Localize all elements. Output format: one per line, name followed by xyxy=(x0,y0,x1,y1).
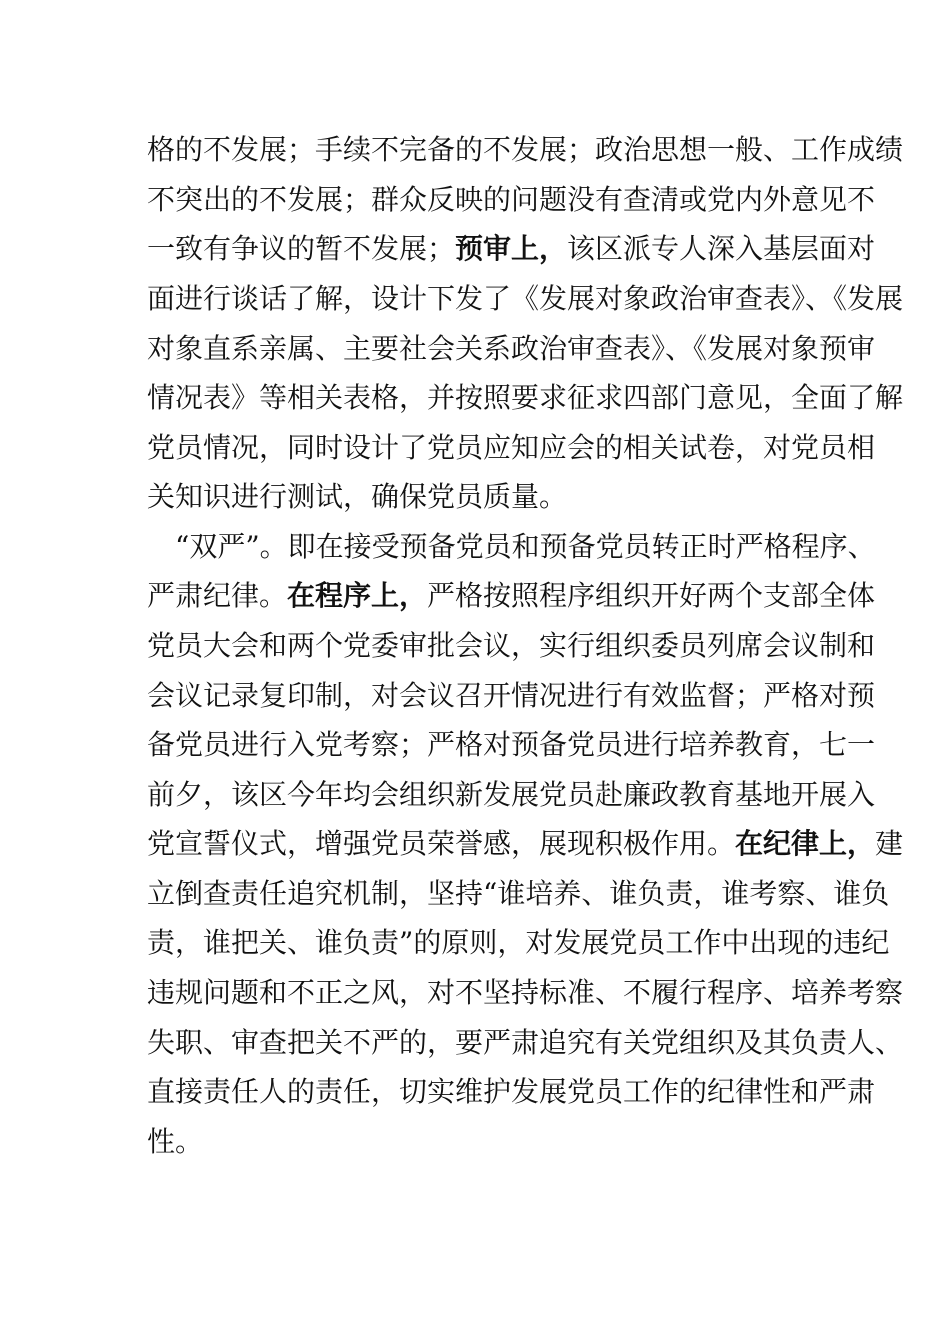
bold-heading-procedure: 在程序上， xyxy=(287,579,428,612)
paragraph-2-line-2-text-a: 严肃纪律。 xyxy=(147,579,288,612)
paragraph-2-line-10: 违规问题和不正之风，对不坚持标准、不履行程序、培养考察 xyxy=(147,976,904,1009)
paragraph-2-line-5: 备党员进行入党考察；严格对预备党员进行培养教育，七一 xyxy=(147,728,876,761)
paragraph-2-line-2 xyxy=(147,576,876,616)
paragraph-2-line-9: 责，谁把关、谁负责”的原则，对发展党员工作中出现的违纪 xyxy=(147,926,890,959)
paragraph-2-line-13: 性。 xyxy=(147,1125,204,1158)
paragraph-1-line-5: 对象直系亲属、主要社会关系政治审查表》、《发展对象预审 xyxy=(147,332,876,365)
paragraph-1-line-6: 情况表》等相关表格，并按照要求征求四部门意见，全面了解 xyxy=(147,381,904,414)
paragraph-2-line-11: 失职、审查把关不严的，要严肃追究有关党组织及其负责人、 xyxy=(147,1026,904,1059)
paragraph-1-line-8: 关知识进行测试，确保党员质量。 xyxy=(147,480,568,513)
paragraph-1-line-2: 不突出的不发展；群众反映的问题没有查清或党内外意见不 xyxy=(147,183,876,216)
paragraph-2-line-12: 直接责任人的责任，切实维护发展党员工作的纪律性和严肃 xyxy=(147,1075,876,1108)
paragraph-1-line-3 xyxy=(147,229,876,269)
paragraph-2-line-7-text-a: 党宣誓仪式，增强党员荣誉感，展现积极作用。 xyxy=(147,827,736,860)
bold-heading-preview: 预审上， xyxy=(455,232,568,265)
paragraph-2-line-3: 党员大会和两个党委审批会议，实行组织委员列席会议制和 xyxy=(147,629,876,662)
paragraph-1-line-4: 面进行谈话了解，设计下发了《发展对象政治审查表》、《发展 xyxy=(147,282,904,315)
paragraph-2-line-8: 立倒查责任追究机制，坚持“谁培养、谁负责，谁考察、谁负 xyxy=(147,877,890,910)
bold-heading-discipline: 在纪律上， xyxy=(735,827,876,860)
paragraph-1-line-7: 党员情况，同时设计了党员应知应会的相关试卷，对党员相 xyxy=(147,431,876,464)
paragraph-2-line-6: 前夕，该区今年均会组织新发展党员赴廉政教育基地开展入 xyxy=(147,778,876,811)
paragraph-2-line-7 xyxy=(147,824,904,864)
paragraph-1-line-3-text-c: 该区派专人深入基层面对 xyxy=(567,232,876,265)
paragraph-1-line-1: 格的不发展；手续不完备的不发展；政治思想一般、工作成绩 xyxy=(147,133,904,166)
paragraph-1-line-3-text-a: 一致有争议的暂不发展； xyxy=(147,232,456,265)
paragraph-2-line-4: 会议记录复印制，对会议召开情况进行有效监督；严格对预 xyxy=(147,679,876,712)
paragraph-2-line-2-text-c: 严格按照程序组织开好两个支部全体 xyxy=(427,579,876,612)
paragraph-2-line-1: “双严”。即在接受预备党员和预备党员转正时严格程序、 xyxy=(175,530,876,563)
paragraph-2-line-7-text-c: 建 xyxy=(875,827,904,860)
